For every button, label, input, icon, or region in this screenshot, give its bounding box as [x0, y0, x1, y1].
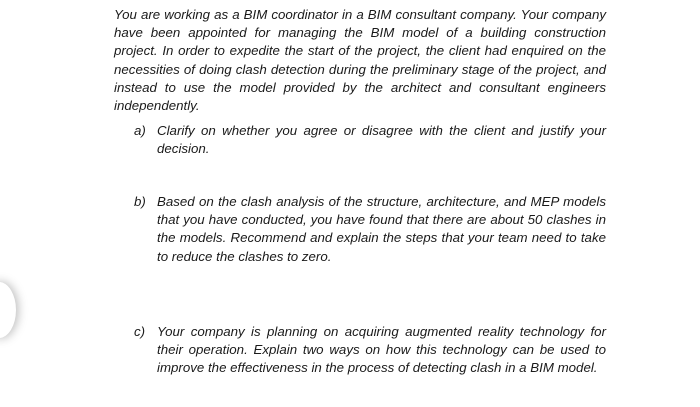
question-c [134, 323, 606, 378]
question-a [134, 122, 606, 158]
question-b-marker: b) [134, 194, 146, 209]
question-c-marker: c) [134, 324, 146, 339]
question-b [134, 193, 606, 266]
question-a-marker: a) [134, 123, 146, 138]
intro-paragraph: You are working as a BIM coordinator in a BIM consultant company. Your company have been appointed for managing the BIM model of a building construction project. In order to expedite the start of the project, the client had enquired on the necessities of doing clash detection during the preliminary stage of the project, and instead to use the model provided by the architect and consultant engineers independently. [114, 7, 606, 114]
edge-shadow-decoration [0, 282, 16, 338]
question-a-text: Clarify on whether you agree or disagree with the client and justify your decision. [157, 123, 606, 157]
question-b-text: Based on the clash analysis of the structure, architecture, and MEP models that you have conducted, you have found that there are about 50 clashes in the models. Recommend and explain the steps that your team need to take to reduce the clashes to zero. [157, 194, 606, 264]
question-c-text: Your company is planning on acquiring augmented reality technology for their operation. Explain two ways on how this technology can be used to improve the effectiveness in the process of detecting clash in a BIM model. [157, 324, 606, 376]
